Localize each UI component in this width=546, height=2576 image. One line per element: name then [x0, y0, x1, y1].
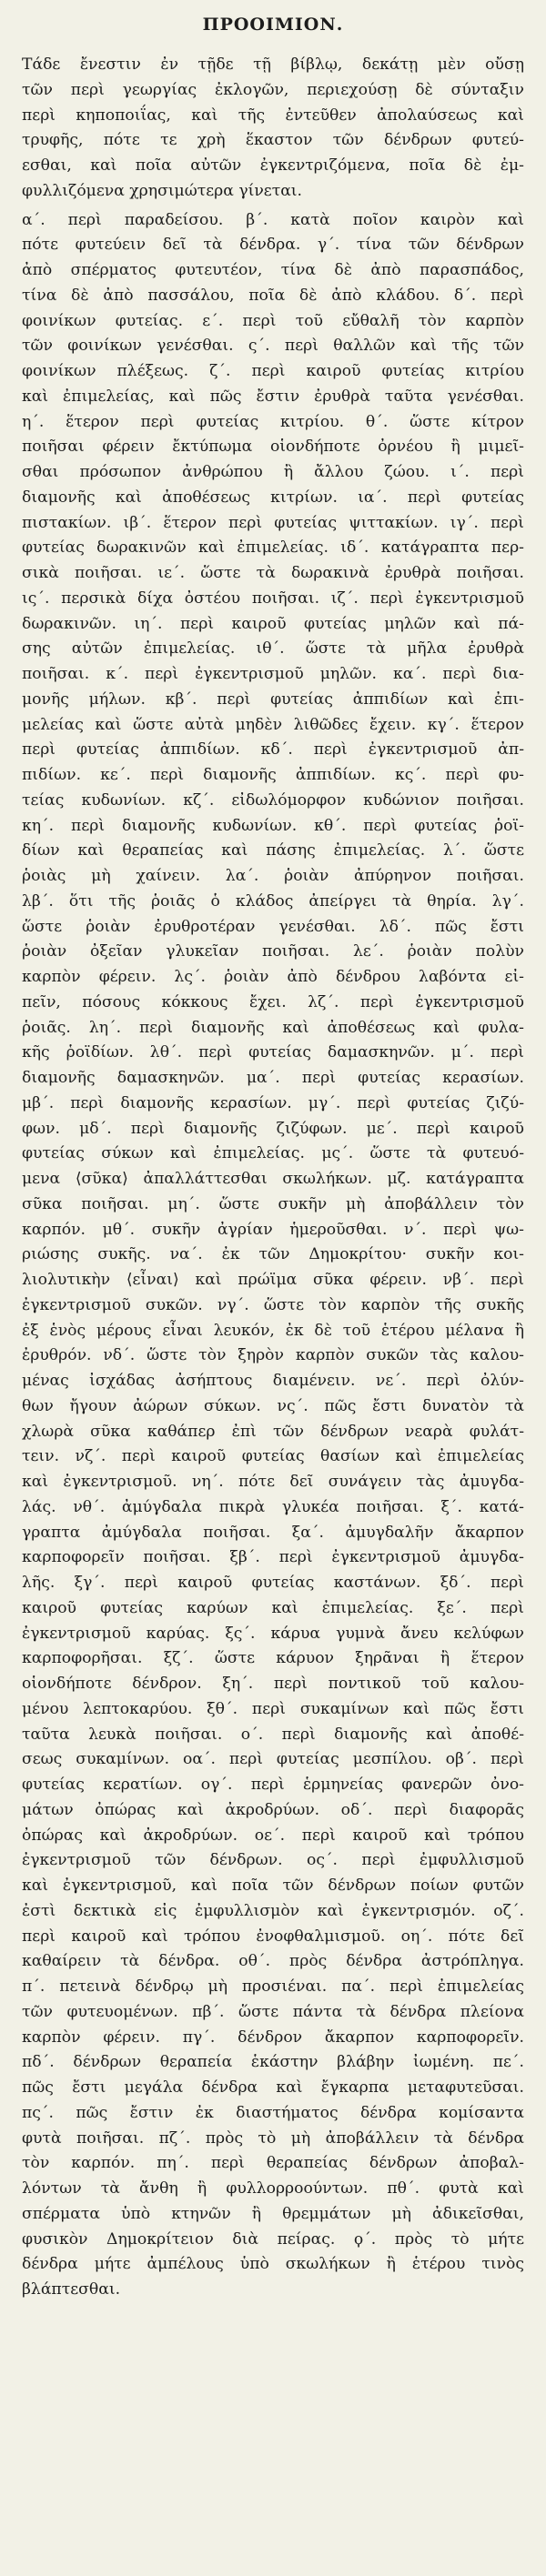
text-line: Τάδε ἔνεστιν ἐν τῇδε τῇ βίβλῳ, δεκάτῃ μὲν οὔσῃ	[22, 55, 524, 74]
text-line: ταῦτα λευκὰ ποιῆσαι. ο΄. περὶ διαμονῆς καὶ ἀποθέ-	[22, 1725, 524, 1744]
text-line: ὥστε ῥοιὰν ἐρυθροτέραν γενέσθαι. λδ΄. πῶς ἔστι	[22, 917, 524, 936]
text-line: μβ΄. περὶ διαμονῆς κερασίων. μγ΄. περὶ φυτείας ζιζύ-	[22, 1093, 524, 1112]
text-line: λιολυτικὴν ⟨εἶναι⟩ καὶ πρώϊμα σῦκα φέρειν. νβ΄. περὶ	[22, 1271, 524, 1289]
text-line: φων. μδ΄. περὶ διαμονῆς ζιζύφων. με΄. περὶ καιροῦ	[22, 1119, 524, 1138]
text-line: ἐγκεντρισμοῦ συκῶν. νγ΄. ὥστε τὸν καρπὸν τῆς συκῆς	[22, 1295, 524, 1314]
text-line: φυτὰ ποιῆσαι. πζ΄. πρὸς τὸ μὴ ἀποβάλλειν τὰ δένδρα	[22, 2128, 524, 2148]
text-line: ῥοιᾶς. λη΄. περὶ διαμονῆς καὶ ἀποθέσεως καὶ φυλα-	[22, 1018, 524, 1037]
text-line: ποιῆσαι. κ΄. περὶ ἐγκεντρισμοῦ μηλῶν. κα΄. περὶ δια-	[22, 665, 524, 683]
text-line: ὀπώρας καὶ ἀκροδρύων. οε΄. περὶ καιροῦ καὶ τρόπου	[22, 1826, 524, 1845]
text-line: πιστακίων. ιβ΄. ἕτερον περὶ φυτείας ψιττακίων. ιγ΄. περὶ	[22, 513, 524, 532]
text-line: περὶ φυτείας ἀππιδίων. κδ΄. περὶ ἐγκεντρισμοῦ ἀπ-	[22, 740, 524, 760]
text-line: πότε φυτεύειν δεῖ τὰ δένδρα. γ΄. τίνα τῶν δένδρων	[22, 236, 524, 255]
text-line: πιδίων. κε΄. περὶ διαμονῆς ἀππιδίων. κς΄. περὶ φυ-	[22, 766, 524, 784]
text-line: ἐγκεντρισμοῦ τῶν δένδρων. ος΄. περὶ ἐμφυλλισμοῦ	[22, 1851, 524, 1870]
text-line: σπέρματα ὑπὸ κτηνῶν ἢ θρεμμάτων μὴ ἀδικεῖσθαι,	[22, 2204, 524, 2223]
text-line: περὶ καιροῦ καὶ τρόπου ἐνοφθαλμισμοῦ. οη΄. πότε δεῖ	[22, 1927, 524, 1946]
text-line: δωρακινῶν. ιη΄. περὶ καιροῦ φυτείας μηλῶν καὶ πά-	[22, 614, 524, 633]
text-line: λβ΄. ὅτι τῆς ῥοιᾶς ὁ κλάδος ἀπείργει τὰ θηρία. λγ΄.	[22, 891, 524, 911]
text-line: τίνα δὲ ἀπὸ πασσάλου, ποῖα δὲ ἀπὸ κλάδου. δ΄. περὶ	[22, 286, 524, 305]
text-line: χλωρὰ σῦκα καθάπερ ἐπὶ τῶν δένδρων νεαρὰ φυλάτ-	[22, 1422, 524, 1441]
text-line: ις΄. περσικὰ δίχα ὀστέου ποιῆσαι. ιζ΄. περὶ ἐγκεντρισμοῦ	[22, 589, 524, 608]
text-line: φυτείας δωρακινῶν καὶ ἐπιμελείας. ιδ΄. κατάγραπτα περ-	[22, 538, 524, 558]
text-line: σικὰ ποιῆσαι. ιε΄. ὥστε τὰ δωρακινὰ ἐρυθρὰ ποιῆσαι.	[22, 564, 524, 582]
text-line: φυτείας σύκων καὶ ἐπιμελείας. μς΄. ὥστε τὰ φυτευό-	[22, 1144, 524, 1163]
text-line: κη΄. περὶ διαμονῆς κυδωνίων. κθ΄. περὶ φυτείας ῥοϊ-	[22, 816, 524, 835]
text-line: ἐξ ἑνὸς μέρους εἶναι λευκόν, ἐκ δὲ τοῦ ἑτέρου μέλανα ἢ	[22, 1321, 524, 1340]
text-line: καὶ ἐγκεντρισμοῦ, καὶ ποῖα τῶν δένδρων ποίων φυτῶν	[22, 1877, 524, 1895]
text-line: καὶ ἐπιμελείας, καὶ πῶς ἔστιν ἐρυθρὰ ταῦτα γενέσθαι.	[22, 387, 524, 406]
text-line: καρποφορῆσαι. ξζ΄. ὥστε κάρυον ξηρᾶναι ἢ ἕτερον	[22, 1649, 524, 1668]
text-line: θων ἤγουν ἀώρων σύκων. νς΄. πῶς ἔστι δυνατὸν τὰ	[22, 1396, 524, 1415]
text-line: εσθαι, καὶ ποῖα αὐτῶν ἐγκεντριζόμενα, ποῖα δὲ ἐμ-	[22, 156, 524, 175]
page-title: ΠΡΟΟΙΜΙΟΝ.	[202, 15, 344, 35]
text-line: ἀπὸ σπέρματος φυτευτέον, τίνα δὲ ἀπὸ παρασπάδος,	[22, 261, 524, 279]
text-line: σῦκα ποιῆσαι. μη΄. ὥστε συκῆν μὴ ἀποβάλλειν τὸν	[22, 1194, 524, 1213]
text-line: η΄. ἕτερον περὶ φυτείας κιτρίου. θ΄. ὥστε κίτρον	[22, 412, 524, 431]
text-line: μάτων ὀπώρας καὶ ἀκροδρύων. οδ΄. περὶ διαφορᾶς	[22, 1800, 524, 1819]
text-line: καρπὸν φέρειν. λς΄. ῥοιὰν ἀπὸ δένδρου λαβόντα εἰ-	[22, 968, 524, 986]
text-line: γραπτα ἀμύγδαλα ποιῆσαι. ξα΄. ἀμυγδαλῆν ἄκαρπον	[22, 1523, 524, 1542]
text-line: ποιῆσαι φέρειν ἔκτύπωμα οἱονδήποτε ὀρνέου ἢ μιμεῖ-	[22, 438, 524, 457]
text-line: διαμονῆς καὶ ἀποθέσεως κιτρίων. ια΄. περὶ φυτείας	[22, 488, 524, 507]
text-line: ἐστὶ δεκτικὰ εἰς ἐμφυλλισμὸν καὶ ἐγκεντρισμόν. οζ΄.	[22, 1901, 524, 1920]
text-line: σεως συκαμίνων. οα΄. περὶ φυτείας μεσπίλου. οβ΄. περὶ	[22, 1750, 524, 1769]
text-line: λῆς. ξγ΄. περὶ καιροῦ φυτείας καστάνων. ξδ΄. περὶ	[22, 1574, 524, 1592]
text-line: μενα ⟨σῦκα⟩ ἀπαλλάττεσθαι σκωλήκων. μζ. κατάγραπτα	[22, 1170, 524, 1188]
text-line: βλάπτεσθαι.	[22, 2280, 121, 2299]
text-line: μελείας καὶ ὥστε αὐτὰ μηδὲν λιθῶδες ἔχειν. κγ΄. ἕτερον	[22, 715, 524, 734]
text-line: μένας ἰσχάδας ἀσήπτους διαμένειν. νε΄. περὶ ὀλύν-	[22, 1372, 524, 1390]
text-line: ριώσης συκῆς. να΄. ἐκ τῶν Δημοκρίτου· συκῆν κοι-	[22, 1245, 524, 1264]
text-line: περὶ κηποποιΐας, καὶ τῆς ἐντεῦθεν ἀπολαύσεως καὶ	[22, 106, 524, 125]
text-line: πς΄. πῶς ἔστιν ἐκ διαστήματος δένδρα κομίσαντα	[22, 2103, 524, 2122]
text-line: κῆς ῥοϊδίων. λθ΄. περὶ φυτείας δαμασκηνῶν. μ΄. περὶ	[22, 1043, 524, 1062]
text-line: καιροῦ φυτείας καρύων καὶ ἐπιμελείας. ξε΄. περὶ	[22, 1598, 524, 1617]
text-line: καὶ ἐγκεντρισμοῦ. νη΄. πότε δεῖ συνάγειν τὰς ἀμυγδα-	[22, 1473, 524, 1491]
text-line: φοινίκων φυτείας. ε΄. περὶ τοῦ εὔθαλῆ τὸν καρπὸν	[22, 311, 524, 330]
text-line: σθαι πρόσωπον ἀνθρώπου ἢ ἄλλου ζώου. ι΄. περὶ	[22, 463, 524, 481]
text-line: τρυφῆς, πότε τε χρὴ ἕκαστον τῶν δένδρων φυτεύ-	[22, 131, 524, 150]
text-line: πῶς ἔστι μεγάλα δένδρα καὶ ἔγκαρπα μεταφυτεῦσαι.	[22, 2078, 524, 2097]
text-line: πεῖν, πόσους κόκκους ἔχει. λζ΄. περὶ ἐγκεντρισμοῦ	[22, 992, 524, 1011]
text-line: λόντων τὰ ἄνθη ἢ φυλλορροούντων. πθ΄. φυτὰ καὶ	[22, 2179, 524, 2198]
text-line: ῥοιὰς μὴ χαίνειν. λα΄. ῥοιὰν ἀπύρηνον ποιῆσαι.	[22, 867, 524, 885]
text-line: πδ΄. δένδρων θεραπεία ἑκάστην βλάβην ἰωμένη. πε΄.	[22, 2053, 524, 2072]
text-line: ῥοιὰν ὀξεῖαν γλυκεῖαν ποιῆσαι. λε΄. ῥοιὰν πολὺν	[22, 942, 524, 961]
text-line: τείας κυδωνίων. κζ΄. εἰδωλόμορφον κυδώνιον ποιῆσαι.	[22, 790, 524, 810]
text-line: ἐρυθρόν. νδ΄. ὥστε τὸν ξηρὸν καρπὸν συκῶν τὰς καλου-	[22, 1346, 524, 1365]
text-line: φυτείας κερατίων. ογ΄. περὶ ἑρμηνείας φανερῶν ὀνο-	[22, 1776, 524, 1794]
table-of-contents-text	[22, 53, 524, 2303]
text-line: λάς. νθ΄. ἀμύγδαλα πικρὰ γλυκέα ποιῆσαι. ξ΄. κατά-	[22, 1497, 524, 1516]
text-line: φυλλιζόμενα χρησιμώτερα γίνεται.	[22, 181, 303, 200]
text-line: δίων καὶ θεραπείας καὶ πάσης ἐπιμελείας. λ΄. ὥστε	[22, 841, 524, 860]
text-line: τειν. νζ΄. περὶ καιροῦ φυτείας θασίων καὶ ἐπιμελείας	[22, 1447, 524, 1466]
text-line: φυσικὸν Δημοκρίτειον διὰ πείρας. ϙ΄. πρὸς τὸ μήτε	[22, 2229, 524, 2249]
text-line: ἐγκεντρισμοῦ καρύας. ξς΄. κάρυα γυμνὰ ἄνευ κελύφων	[22, 1624, 524, 1643]
text-line: καρπόν. μθ΄. συκῆν ἀγρίαν ἡμεροῦσθαι. ν΄. περὶ ψω-	[22, 1220, 524, 1239]
text-line: οἱονδήποτε δένδρον. ξη΄. περὶ ποντικοῦ τοῦ καλου-	[22, 1675, 524, 1693]
text-line: καρποφορεῖν ποιῆσαι. ξβ΄. περὶ ἐγκεντρισμοῦ ἀμυγδα-	[22, 1548, 524, 1567]
text-line: καθαίρειν τὰ δένδρα. οθ΄. πρὸς δένδρα ἀστρόπληγα.	[22, 1952, 524, 1971]
text-line: α΄. περὶ παραδείσου. β΄. κατὰ ποῖον καιρὸν καὶ	[22, 210, 524, 229]
text-line: φοινίκων πλέξεως. ζ΄. περὶ καιροῦ φυτείας κιτρίου	[22, 362, 524, 380]
text-line: δένδρα μήτε ἀμπέλους ὑπὸ σκωλήκων ἢ ἑτέρου τινὸς	[22, 2255, 524, 2274]
text-line: τῶν περὶ γεωργίας ἐκλογῶν, περιεχούσῃ δὲ σύνταξιν	[22, 80, 524, 99]
text-line: τὸν καρπόν. πη΄. περὶ θεραπείας δένδρων ἀποβαλ-	[22, 2154, 524, 2173]
text-line: τῶν φοινίκων γενέσθαι. ς΄. περὶ θαλλῶν καὶ τῆς τῶν	[22, 337, 524, 356]
text-line: σης αὐτῶν ἐπιμελείας. ιθ΄. ὥστε τὰ μῆλα ἐρυθρὰ	[22, 639, 524, 659]
text-line: τῶν φυτευομένων. πβ΄. ὥστε πάντα τὰ δένδρα πλείονα	[22, 2002, 524, 2021]
text-line: μένου λεπτοκαρύου. ξθ΄. περὶ συκαμίνων καὶ πῶς ἔστι	[22, 1699, 524, 1718]
text-line: καρπὸν φέρειν. πγ΄. δένδρον ἄκαρπον καρποφορεῖν.	[22, 2028, 524, 2047]
text-line: διαμονῆς δαμασκηνῶν. μα΄. περὶ φυτείας κερασίων.	[22, 1069, 524, 1087]
text-line: π΄. πετεινὰ δένδρῳ μὴ προσιέναι. πα΄. περὶ ἐπιμελείας	[22, 1977, 524, 1996]
text-line: μονῆς μήλων. κβ΄. περὶ φυτείας ἀππιδίων καὶ ἐπι-	[22, 689, 524, 709]
